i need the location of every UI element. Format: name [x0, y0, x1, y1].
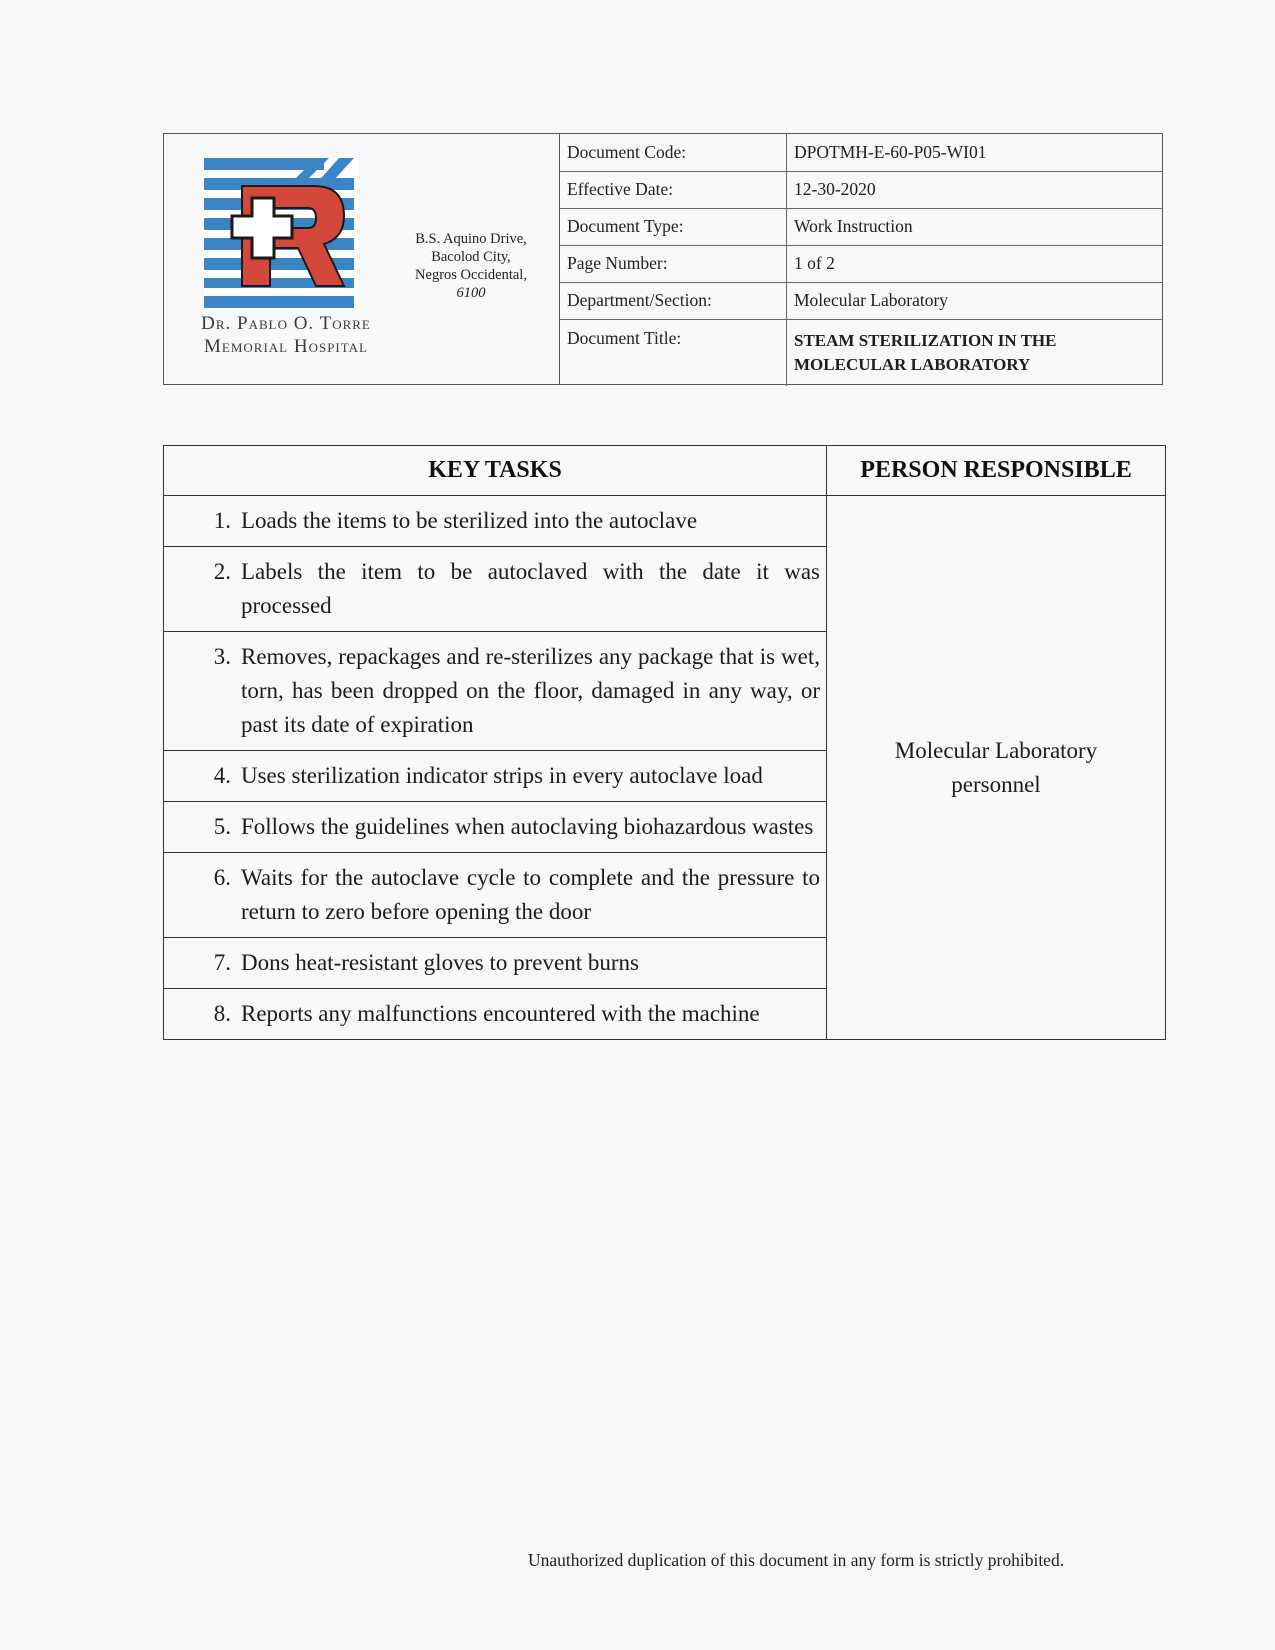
hospital-address	[396, 230, 546, 302]
task-text: Removes, repackages and re-sterilizes any package that is wet, torn, has been dropped on the floor, damaged in any way, or past its date of expiration	[241, 644, 820, 737]
table-row	[164, 496, 1166, 547]
meta-row-department	[560, 282, 1162, 319]
task-text: Reports any malfunctions encountered with the machine	[241, 1001, 760, 1026]
person-line1: Molecular Laboratory	[894, 737, 1098, 763]
table-header-row	[164, 446, 1166, 496]
task-text: Loads the items to be sterilized into the autoclave	[241, 508, 698, 533]
meta-row-title	[560, 319, 1162, 386]
document-title-line1: STEAM STERILIZATION IN THE	[794, 330, 1057, 350]
hospital-name	[176, 312, 396, 358]
hospital-logo-cell	[164, 134, 560, 384]
task-cell	[164, 938, 827, 989]
task-cell	[164, 496, 827, 547]
meta-label: Effective Date:	[560, 171, 787, 208]
task-text: Labels the item to be autoclaved with the date it was processed	[241, 559, 820, 618]
task-cell	[164, 751, 827, 802]
document-meta-table	[560, 134, 1162, 386]
task-number: 8.	[213, 1001, 231, 1026]
meta-value: Work Instruction	[787, 208, 1163, 245]
task-number: 2.	[213, 559, 231, 584]
person-line2: personnel	[951, 771, 1041, 797]
task-text: Dons heat-resistant gloves to prevent burns	[241, 950, 639, 975]
task-text: Follows the guidelines when autoclaving biohazardous wastes	[241, 814, 814, 839]
meta-row-effective-date	[560, 171, 1162, 208]
task-cell	[164, 853, 827, 938]
meta-label: Page Number:	[560, 245, 787, 282]
document-title	[787, 319, 1163, 386]
meta-label: Document Title:	[560, 319, 787, 386]
task-cell	[164, 547, 827, 632]
key-tasks-table	[163, 445, 1166, 1040]
task-cell	[164, 989, 827, 1040]
task-text: Uses sterilization indicator strips in every autoclave load	[241, 763, 763, 788]
task-number: 1.	[213, 508, 231, 533]
task-cell	[164, 632, 827, 751]
task-text: Waits for the autoclave cycle to complete and the pressure to return to zero before opening the door	[241, 865, 820, 924]
task-number: 7.	[213, 950, 231, 975]
hospital-logo-icon	[204, 158, 359, 308]
meta-value: DPOTMH-E-60-P05-WI01	[787, 134, 1163, 171]
document-title-line2: MOLECULAR LABORATORY	[794, 354, 1031, 374]
task-number: 5.	[213, 814, 231, 839]
address-line2: Bacolod City,	[431, 249, 511, 265]
meta-value: Molecular Laboratory	[787, 282, 1163, 319]
hospital-name-line1: Dr. Pablo O. Torre	[201, 313, 371, 334]
meta-label: Department/Section:	[560, 282, 787, 319]
hospital-name-line2: Memorial Hospital	[204, 336, 368, 357]
meta-value: 1 of 2	[787, 245, 1163, 282]
task-number: 3.	[213, 644, 231, 669]
address-zip: 6100	[456, 285, 486, 301]
document-header	[163, 133, 1163, 385]
meta-label: Document Type:	[560, 208, 787, 245]
task-number: 6.	[213, 865, 231, 890]
address-line3: Negros Occidental,	[415, 267, 527, 283]
meta-row-code	[560, 134, 1162, 171]
meta-row-page-number	[560, 245, 1162, 282]
task-cell	[164, 802, 827, 853]
meta-value: 12-30-2020	[787, 171, 1163, 208]
meta-label: Document Code:	[560, 134, 787, 171]
task-number: 4.	[213, 763, 231, 788]
address-line1: B.S. Aquino Drive,	[415, 231, 527, 247]
footer-notice: Unauthorized duplication of this document in any form is strictly prohibited.	[528, 1550, 1065, 1570]
column-header-key-tasks: KEY TASKS	[164, 446, 827, 496]
person-responsible-cell	[827, 496, 1166, 1040]
meta-row-type	[560, 208, 1162, 245]
column-header-person-responsible: PERSON RESPONSIBLE	[827, 446, 1166, 496]
